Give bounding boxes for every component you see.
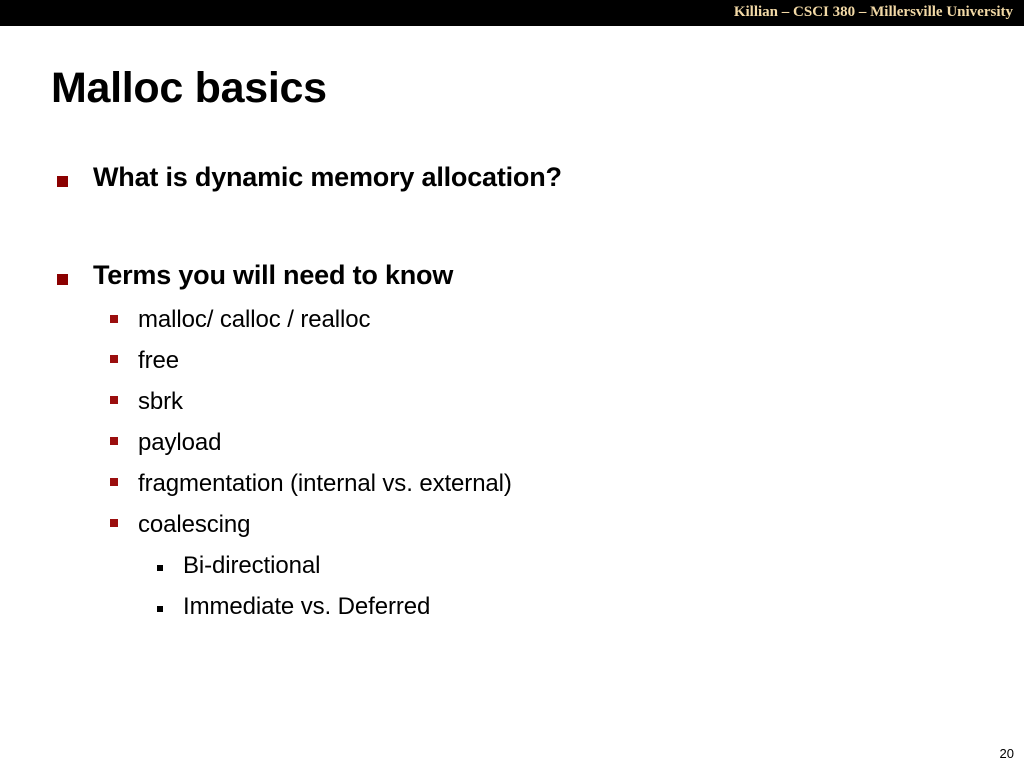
sub-sub-bullet-text: Immediate vs. Deferred xyxy=(183,593,431,620)
sub-bullet-text: fragmentation (internal vs. external) xyxy=(138,470,512,497)
page-number: 20 xyxy=(999,746,1014,761)
sub-sub-bullet-text: Bi-directional xyxy=(183,552,321,579)
square-bullet-icon xyxy=(110,478,118,486)
square-bullet-icon xyxy=(110,396,118,404)
square-bullet-icon xyxy=(110,355,118,363)
square-bullet-icon xyxy=(57,176,68,187)
sub-bullet-text: coalescing xyxy=(138,511,251,538)
sub-bullet-text: sbrk xyxy=(138,388,183,415)
square-bullet-icon xyxy=(157,565,163,571)
square-bullet-icon xyxy=(110,437,118,445)
square-bullet-icon xyxy=(110,519,118,527)
square-bullet-icon xyxy=(57,274,68,285)
bullet-text: Terms you will need to know xyxy=(93,260,454,290)
sub-bullet-text: payload xyxy=(138,429,222,456)
course-header: Killian – CSCI 380 – Millersville University xyxy=(733,4,1013,20)
slide-title: Malloc basics xyxy=(51,64,327,112)
square-bullet-icon xyxy=(157,606,163,612)
square-bullet-icon xyxy=(110,315,118,323)
bullet-text: What is dynamic memory allocation? xyxy=(93,162,562,192)
sub-bullet-text: malloc/ calloc / realloc xyxy=(138,306,371,333)
sub-bullet-text: free xyxy=(138,347,179,374)
